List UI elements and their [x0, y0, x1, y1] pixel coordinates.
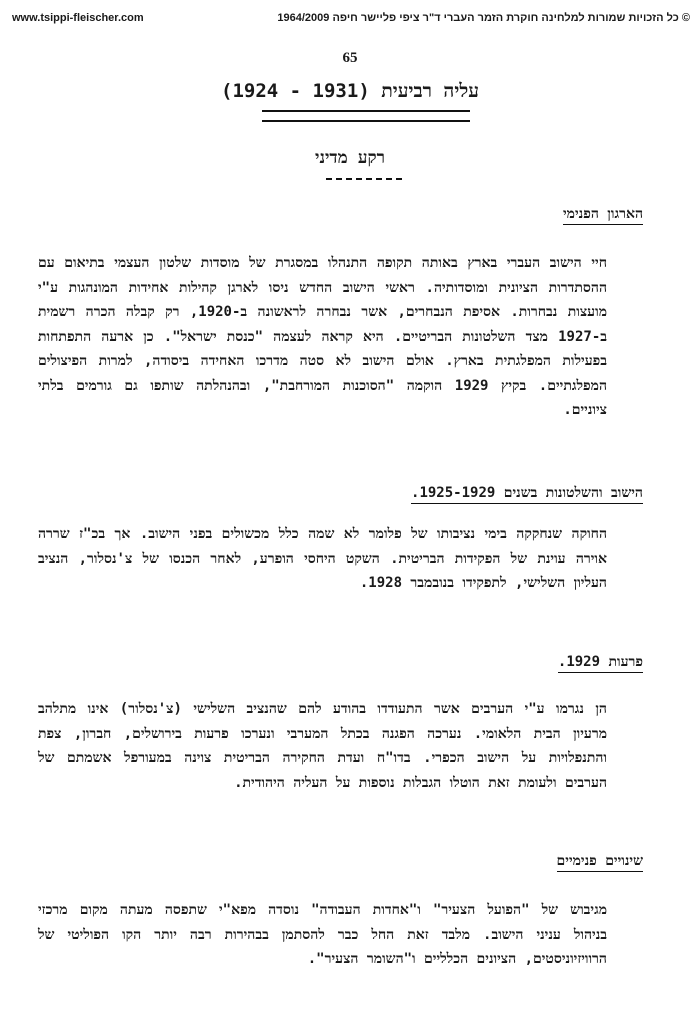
paragraph-text: מגיבוש של "הפועל הצעיר" ו"אחדות העבודה" נוסדה מפא"י שתפסה מעתה מקום מרכזי בניהול עניני הישוב. מלבד זאת החל כבר להסתמן בבהירות רבה יותר הקו הפוליטי של הרוויזיוניסטים, הציונים הכלליים ו"השומר הצעיר".	[38, 902, 607, 967]
section-heading-settlement-and-authorities: הישוב והשלטונות בשנים 1925-1929.	[411, 485, 643, 504]
section-subtitle: רקע מדיני	[314, 148, 385, 168]
section-heading-internal-changes: שינויים פנימיים	[557, 853, 643, 872]
section-body-internal-organization	[38, 251, 643, 423]
paragraph-text: חיי הישוב העברי בארץ באותה תקופה התנהלו במסגרת של מוסדות שלטון העצמי בתיאום עם ההסתדרות הציונית ומוסדותיה. ראשי הישוב החדש ניסו לארגן קהילות אחידות המונהגות ע"י מועצות נבחרות. אסיפת הנבחרים, אשר נבחרה לראשונה ב-1920, רק קבלה הכרה רשמית ב-1927 מצד השלטונות הבריטיים. היא קראה לעצמה "כנסת ישראל". כן ארעה התפתחות בפעילות המפלגתית בארץ. אולם הישוב לא סטה מדרכו האחידה ביסודה, למרות הפיצולים המפלגתיים. בקיץ 1929 הוקמה "הסוכנות המורחבת", ובהנהלתה שותפו גם גורמים בלתי ציוניים.	[38, 255, 608, 418]
title-double-underline	[262, 110, 470, 122]
subtitle-dashed-underline	[326, 178, 402, 180]
section-body-riots-1929	[38, 697, 643, 795]
page-number: 65	[342, 50, 358, 66]
paragraph-text: החוקה שנחקקה בימי נציבותו של פלומר לא שמה כלל מכשולים בפני הישוב. אך בכ"ז שררה אוירה עוינת של הפקידות הבריטית. השקט היחסי הופרע, לאחר הכנסו של צ'נסלור, הנציב העליון השלישי, לתפקידו בנובמבר 1928.	[38, 526, 607, 591]
section-body-internal-changes	[38, 898, 643, 972]
page-title: עליה רביעית (1931 - 1924)	[221, 80, 479, 102]
section-heading-riots-1929: פרעות 1929.	[558, 654, 643, 673]
section-heading-internal-organization: הארגון הפנימי	[563, 206, 643, 225]
paragraph-text: הן נגרמו ע"י הערבים אשר התעודדו בהודע להם שהנציב השלישי (צ'נסלור) אינו מתלהב מרעיון הבית הלאומי. נערכה הפגנה בכתל המערבי ונערכו פרעות בירושלים, חברון, צפת והתנפלויות על הישוב הכפרי. בדו"ח ועדת החקירה הבריטית צוינה במעורפל אשמתם של הערבים ולעומת זאת הוטלו הגבלות נוספות על העליה היהודית.	[38, 701, 607, 791]
page-header	[12, 8, 690, 28]
section-body-settlement-and-authorities	[38, 522, 643, 596]
copyright-notice: © כל הזכויות שמורות למלחינה חוקרת הזמר העברי ד"ר ציפי פליישר חיפה 1964/2009	[277, 12, 690, 24]
website-url: www.tsippi-fleischer.com	[12, 12, 144, 24]
